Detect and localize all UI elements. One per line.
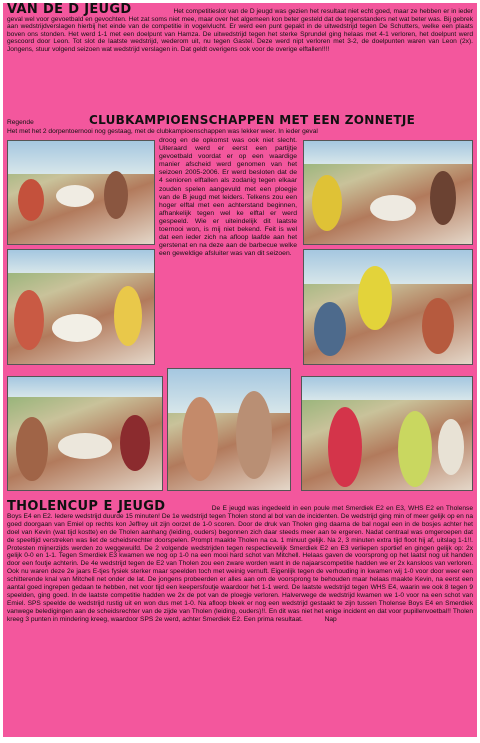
section-title-clubkampioenschappen: CLUBKAMPIOENSCHAPPEN MET EEN ZONNETJE [89, 113, 416, 127]
author-signature: Nap [324, 615, 337, 623]
section-d-jeugd [7, 3, 473, 54]
section-title-d-jeugd: VAN DE D JEUGD [7, 3, 132, 17]
byline: Regende [7, 119, 34, 126]
photo-team-table [7, 376, 163, 491]
article-text-d-jeugd: Het competitieslot van de D jeugd was gezien het resultaat niet echt goed, maar ze hebben er in ieder geval wel voor gevoetbald en gevochten. Het zat soms niet mee, maar over het algemeen kon beter gesteld dat de tegenstanders net wat beter was. Bij gebrek aan wedstrijdverslagen hierbij het einde van de competitie in vogelvlucht. Er werd een punt gepakt in de uitwedstrijd tegen De Schutters, welke een plaats boven ons stonden. Het werd 1-1 met een doelpunt van Hamza. De uitwedstrijd tegen het sterke Sprundel ging helaas met 4-1 verloren, het doelpunt werd gescoord door Leon. Tot slot de laatste wedstrijd, wederom uit, nu tegen Gastel. Deze werd nipt verloren met 3-2, de doelpunten waren van Leon (2x). Jongens, stuur volgend seizoen wat wedstrijd verslagen in. Dat geldt overigens ook voor de overige elftallen!!!! [7, 8, 473, 53]
photo-group-drinks [7, 249, 155, 365]
photo-women-talking [301, 376, 473, 491]
photo-players-table [7, 140, 155, 245]
newsletter-page [3, 3, 477, 737]
article-column-clubkampioenschappen: droog en de opkomst was ook niet slecht. Uiteraard werd er eerst een partijtje gevoetbald voordat er op een waardige manier afscheid werd genomen van het seizoen 2005-2006. Er werd besloten dat de 4 senioren elftallen als zodanig tegen elkaar zouden spelen aangevuld met een ploegje van de B jeugd met leiders. Telkens zou een hoger elftal met een achterstand beginnen, afhankelijk tegen wel ke elftal er werd gespeeld. Wie er uiteindelijk dit laatste toernooi won, is mij niet bekend. Feit is wel dat een ieder zich na afloop laafde aan het gerstenat en na deze aan de barbecue welke een geweldige afsluiter was van dit seizoen. [159, 137, 297, 258]
article-intro-clubkampioenschappen: Het met het 2 dorpentoernooi nog gestaag, met de clubkampioenschappen was lekker weer. In ieder geval [7, 128, 318, 135]
photo-two-men [167, 368, 291, 491]
section-tholencup [7, 499, 474, 624]
section-clubkampioenschappen [7, 113, 473, 136]
photo-players-field [303, 249, 473, 365]
photo-crowd-tables [303, 140, 473, 245]
article-text-tholencup: De E jeugd was ingedeeld in een poule met Smerdiek E2 en E3, WHS E2 en Tholense Boys E4 en E2. Iedere wedstrijd duurde 15 minuten! De 1e wedstrijd tegen Tholen stond al bol van de incidenten. De wedstrijd ging min of meer gelijk op en na goed doorgaan van Emiel op rechts kon Jeffrey uit zijn oorzet de 1-0 scoren. Door de druk van Tholen ging daarna de bal nogal een in de bosjes achter het doel van Kevin (wat tijd kostte) en de Tholen aanhang (leiding, ouders) begonnen zich daar steeds meer aan te ergeren. Nadat centraal was omgeroepen dat de speeltijd verstreken was liet de scheidsrechter doorspelen. Prompt maakte Tholen na ca. 1 minuut gelijk. Na 2, 3 minuten extra tijd floot hij af, uitslag 1-1!!. Protesten mijnerzijds werden zo weggewuifd. De 2 volgende wedstrijden tegen respectievelijk Smerdiek E2 en E3 verliepen sportief en gingen gelijk op: 2x gelijk 0-0 en 1-1. Tegen Smerdiek E3 kwamen we nog op 1-0 na een mooi hard schot van Mitchell. Helaas gaven de voorsprong op het laatst nog uit handen door een foutje achterin. De 4e wedstrijd tegen de E2 van Tholen zou een zware worden want in de najaarscompetitie hadden we er 2x kansloos van verloren. Ook nu waren deze 2e jaars E-tjes fysiek sterker maar speelden toch met weinig vernuft. Eigenlijk tegen de verhouding in kwamen wij 1-0 voor door weer een schitterende knal van Mitchell net onder de lat. De jongens probeerden er alles aan om de voorsprong te behouden maar helaas maakte Kevin, na eerst een aantal goed ingrepen gedaan te hebben, net voor tijd een keepersfoutje waardoor het 1-1 werd. De laatste wedstrijd tegen WHS E4, waarin we ook 8 tegen 9 speelden, ging goed. In de laatste competitie hadden we 2x de pot van de ploegje verloren. Halverwege de wedstrijd kwamen we 1-0 voor na een schot van Emiel. SPS speelde de wedstrijd rustig uit en won dus met 1-0. Na afloop bleek er nog een wedstrijd gestaakt te zijn tussen Tholense Boys E4 en Smerdiek vanwege beledigingen aan de scheidsrechter van de zijde van Tholen (leiding, ouders)!!. En dit was niet het enige incident en dat voor pupillenvoetbal!! Tholen kreeg 3 punten in mindering kreeg, waardoor SPS 2e werd, achter Smerdiek E2. Een prima resultaat. [7, 505, 474, 623]
section-title-tholencup: THOLENCUP E JEUGD [7, 499, 166, 514]
